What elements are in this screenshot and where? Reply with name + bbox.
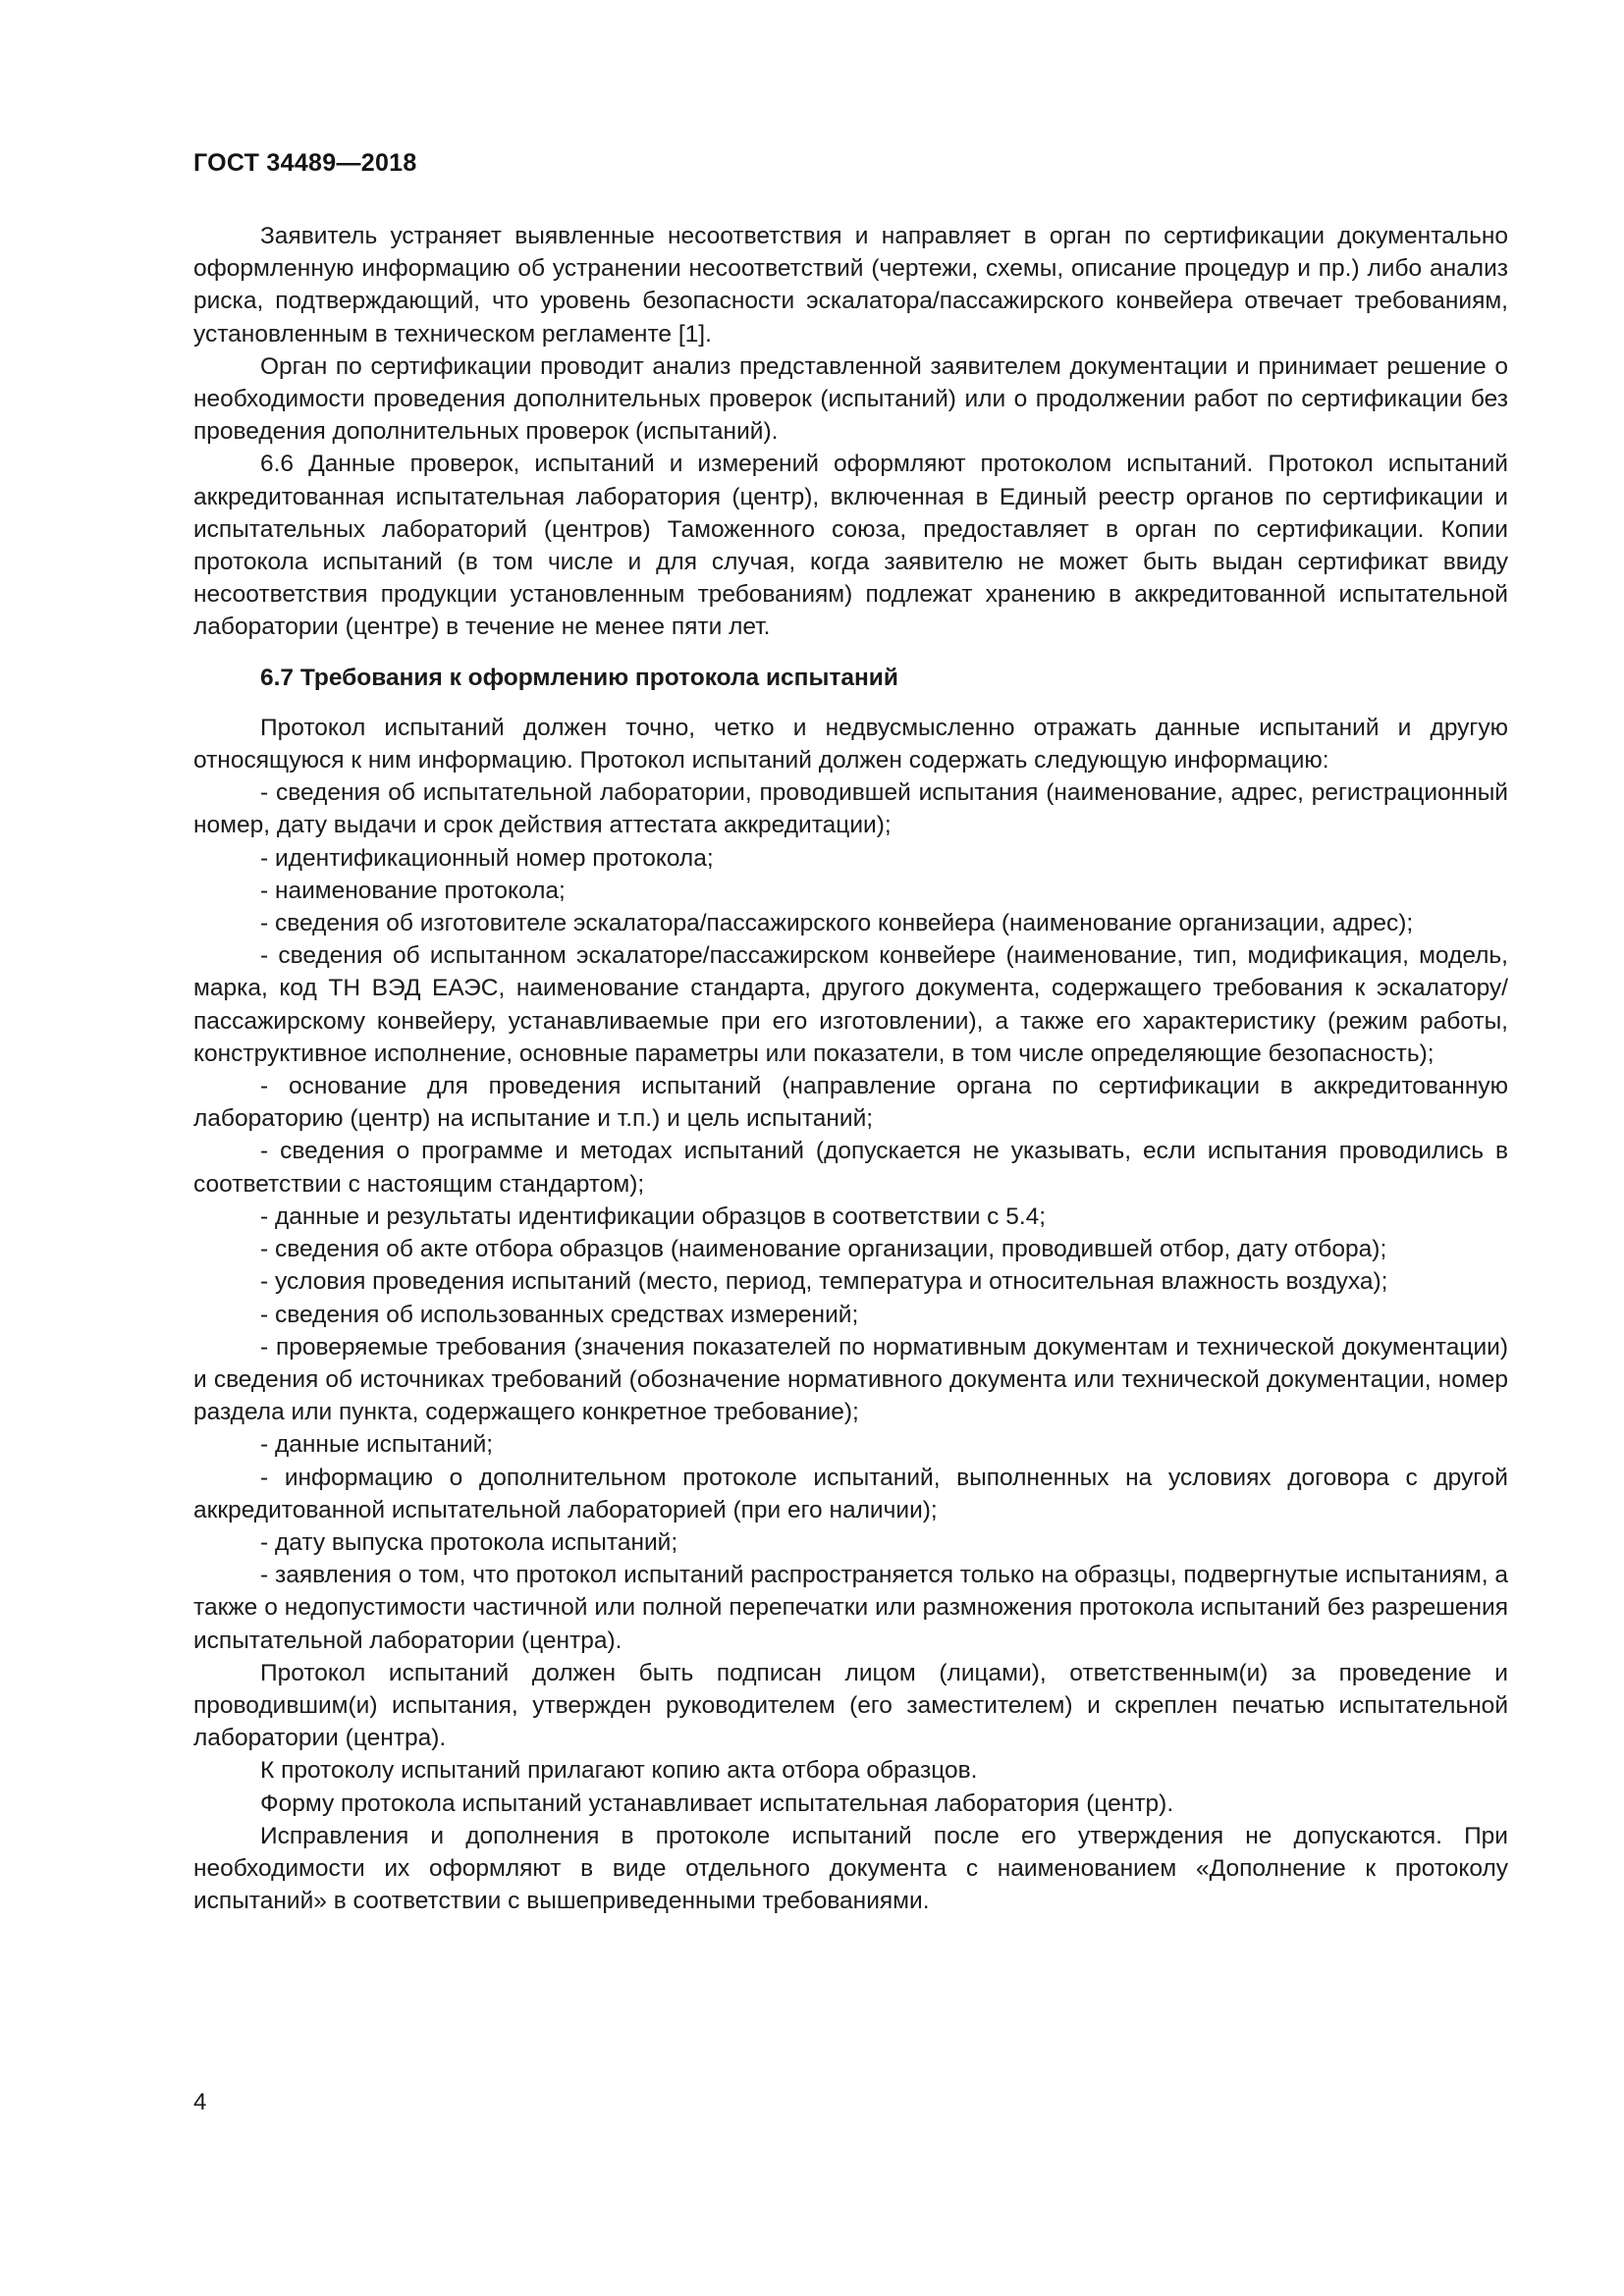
list-item: - информацию о дополнительном протоколе испытаний, выполненных на условиях договора с другой аккредитованной испытательной лабораторией (при его наличии);: [193, 1464, 1508, 1523]
paragraph-sampling-act-copy: К протоколу испытаний прилагают копию акта отбора образцов.: [260, 1757, 978, 1785]
list-item: - условия проведения испытаний (место, период, температура и относительная влажность воздуха);: [260, 1268, 1388, 1296]
list-item: - данные испытаний;: [260, 1431, 494, 1459]
list-item: - сведения об акте отбора образцов (наименование организации, проводившей отбор, дату отбора);: [260, 1236, 1387, 1263]
paragraph-protocol-signature: Протокол испытаний должен быть подписан лицом (лицами), ответственным(и) за проведение и проводившим(и) испытания, утвержден руководителем (его заместителем) и скреплен печатью испытательной лаборатории (центра).: [193, 1659, 1508, 1752]
list-item: - сведения об испытанном эскалаторе/пассажирском конвейере (наименование, тип, модификация, модель, марка, код ТН ВЭД ЕАЭС, наименование стандарта, другого документа, содержащего требования к эскалатору/пассажирскому конвейеру, устанавливаемые при его изготовлении), а также его характеристику (режим работы, конструктивное исполнение, основные параметры или показатели, в том числе определяющие безопасность);: [193, 942, 1508, 1067]
paragraph-6-6: 6.6 Данные проверок, испытаний и измерений оформляют протоколом испытаний. Протокол испытаний аккредитованная испытательная лаборатория (центр), включенная в Единый реестр органов по сертификации и испытательных лабораторий (центров) Таможенного союза, предоставляет в орган по сертификации. Копии протокола испытаний (в том числе и для случая, когда заявителю не может быть выдан сертификат ввиду несоответствия продукции установленным требованиям) подлежат хранению в аккредитованной испытательной лаборатории (центре) в течение не менее пяти лет.: [193, 451, 1508, 641]
page-number: 4: [193, 2089, 207, 2115]
section-heading-6-7: 6.7 Требования к оформлению протокола испытаний: [260, 664, 898, 691]
list-item: - данные и результаты идентификации образцов в соответствии с 5.4;: [260, 1202, 1047, 1230]
list-item: - проверяемые требования (значения показателей по нормативным документам и технической документации) и сведения об источниках требований (обозначение нормативного документа или технической документации, номер раздела или пункта, содержащего конкретное требование);: [193, 1333, 1508, 1426]
list-item: - сведения об использованных средствах измерений;: [260, 1301, 859, 1328]
paragraph-applicant-corrections: Заявитель устраняет выявленные несоответствия и направляет в орган по сертификации документально оформленную информацию об устранении несоответствий (чертежи, схемы, описание процедур и пр.) либо анализ риска, подтверждающий, что уровень безопасности эскалатора/пассажирского конвейера отвечает требованиям, установленным в техническом регламенте [1].: [193, 223, 1508, 347]
paragraph-protocol-intro: Протокол испытаний должен точно, четко и недвусмысленно отражать данные испытаний и другую относящуюся к ним информацию. Протокол испытаний должен содержать следующую информацию:: [193, 714, 1508, 774]
paragraph-corrections-additions: Исправления и дополнения в протоколе испытаний после его утверждения не допускаются. При необходимости их оформляют в виде отдельного документа с наименованием «Дополнение к протоколу испытаний» в соответствии с вышеприведенными требованиями.: [193, 1822, 1508, 1915]
list-item: - дату выпуска протокола испытаний;: [260, 1528, 678, 1556]
paragraph-protocol-form: Форму протокола испытаний устанавливает испытательная лаборатория (центр).: [260, 1789, 1174, 1817]
list-item: - сведения о программе и методах испытаний (допускается не указывать, если испытания проводились в соответствии с настоящим стандартом);: [193, 1138, 1508, 1198]
list-item: - заявления о том, что протокол испытаний распространяется только на образцы, подвергнутые испытаниям, а также о недопустимости частичной или полной перепечатки или размножения протокола испытаний без разрешения испытательной лаборатории (центра).: [193, 1562, 1508, 1654]
list-item: - основание для проведения испытаний (направление органа по сертификации в аккредитованную лабораторию (центр) на испытание и т.п.) и цель испытаний;: [193, 1073, 1508, 1133]
requirements-list: [193, 776, 1508, 1656]
list-item: - наименование протокола;: [260, 877, 566, 904]
document-code-header: ГОСТ 34489—2018: [193, 149, 417, 177]
list-item: - идентификационный номер протокола;: [260, 844, 714, 872]
document-body: [193, 220, 1508, 1917]
list-item: - сведения об испытательной лаборатории, проводившей испытания (наименование, адрес, регистрационный номер, дату выдачи и срок действия аттестата аккредитации);: [193, 779, 1508, 839]
paragraph-certification-body-analysis: Орган по сертификации проводит анализ представленной заявителем документации и принимает решение о необходимости проведения дополнительных проверок (испытаний) или о продолжении работ по сертификации без проведения дополнительных проверок (испытаний).: [193, 352, 1508, 446]
list-item: - сведения об изготовителе эскалатора/пассажирского конвейера (наименование организации, адрес);: [260, 910, 1414, 937]
